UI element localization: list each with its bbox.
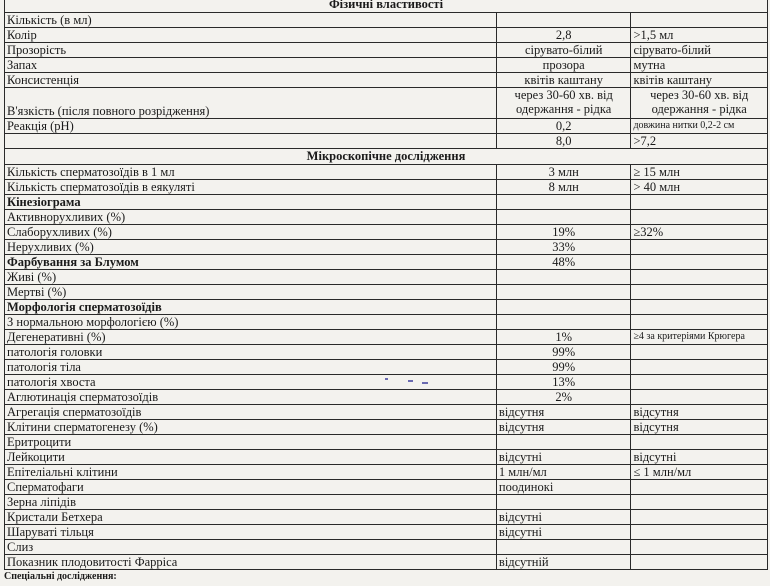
table-row xyxy=(5,525,768,540)
row-label: патологія головки xyxy=(5,345,497,360)
row-value: 19% xyxy=(496,225,631,240)
row-norm xyxy=(631,300,768,315)
row-norm: довжина нитки 0,2-2 см xyxy=(631,119,768,134)
norm-line: через 30-60 хв. від xyxy=(650,88,749,102)
scan-speck xyxy=(422,382,428,384)
table-row-viscosity xyxy=(5,88,768,119)
row-value: квітів каштану xyxy=(496,73,631,88)
row-label: В'язкість (після повного розрідження) xyxy=(5,88,497,119)
row-label: Фарбування за Блумом xyxy=(5,255,497,270)
row-norm: > 40 млн xyxy=(631,180,768,195)
row-value xyxy=(496,495,631,510)
row-norm: мутна xyxy=(631,58,768,73)
row-label: Колір xyxy=(5,28,497,43)
row-value xyxy=(496,435,631,450)
row-norm: відсутні xyxy=(631,450,768,465)
row-value: відсутня xyxy=(496,420,631,435)
row-value xyxy=(496,210,631,225)
row-label: Еритроцити xyxy=(5,435,497,450)
row-label: Показник плодовитості Фарріса xyxy=(5,555,497,570)
row-value: 99% xyxy=(496,360,631,375)
row-norm: >1,5 мл xyxy=(631,28,768,43)
row-value: відсутній xyxy=(496,555,631,570)
row-norm xyxy=(631,315,768,330)
table-row xyxy=(5,134,768,149)
row-value xyxy=(496,13,631,28)
row-norm xyxy=(631,435,768,450)
row-value: сірувато-білий xyxy=(496,43,631,58)
row-norm: ≥ 15 млн xyxy=(631,165,768,180)
row-label: Клітини сперматогенезу (%) xyxy=(5,420,497,435)
row-value: поодинокі xyxy=(496,480,631,495)
row-label: Прозорість xyxy=(5,43,497,58)
table-row xyxy=(5,540,768,555)
table-row xyxy=(5,420,768,435)
row-label: Епітеліальні клітини xyxy=(5,465,497,480)
row-value: 1% xyxy=(496,330,631,345)
row-value xyxy=(496,285,631,300)
table-row xyxy=(5,480,768,495)
row-value: 1 млн/мл xyxy=(496,465,631,480)
table-row xyxy=(5,240,768,255)
table-row xyxy=(5,465,768,480)
row-value: 0,2 xyxy=(496,119,631,134)
row-label: Кристали Бетхера xyxy=(5,510,497,525)
special-studies-label: Спеціальні дослідження: xyxy=(4,571,117,582)
row-norm xyxy=(631,240,768,255)
section-title: Фізичні властивості xyxy=(5,0,768,13)
row-norm xyxy=(631,13,768,28)
scan-speck xyxy=(408,380,413,382)
row-value: 3 млн xyxy=(496,165,631,180)
table-row xyxy=(5,195,768,210)
row-value: 8 млн xyxy=(496,180,631,195)
table-row xyxy=(5,375,768,390)
row-norm xyxy=(631,540,768,555)
row-norm xyxy=(631,195,768,210)
table-row xyxy=(5,285,768,300)
row-label: Мертві (%) xyxy=(5,285,497,300)
table-row xyxy=(5,165,768,180)
row-value: 8,0 xyxy=(496,134,631,149)
table-row xyxy=(5,119,768,134)
row-value: відсутня xyxy=(496,405,631,420)
row-value xyxy=(496,300,631,315)
row-norm xyxy=(631,480,768,495)
row-value: 48% xyxy=(496,255,631,270)
row-value xyxy=(496,540,631,555)
section-title: Мікроскопічне дослідження xyxy=(5,149,768,165)
row-norm: ≤ 1 млн/мл xyxy=(631,465,768,480)
row-value: 2% xyxy=(496,390,631,405)
row-norm: ≥32% xyxy=(631,225,768,240)
row-label: Консистенція xyxy=(5,73,497,88)
row-label: Агрегація сперматозоїдів xyxy=(5,405,497,420)
section-header-physical xyxy=(5,0,768,13)
row-label: патологія хвоста xyxy=(5,375,497,390)
row-norm xyxy=(631,525,768,540)
row-norm: відсутня xyxy=(631,420,768,435)
row-label: Нерухливих (%) xyxy=(5,240,497,255)
row-label: патологія тіла xyxy=(5,360,497,375)
row-value: відсутні xyxy=(496,450,631,465)
semen-analysis-table xyxy=(4,0,768,570)
row-label: Кількість (в мл) xyxy=(5,13,497,28)
table-row xyxy=(5,210,768,225)
row-norm xyxy=(631,390,768,405)
row-norm: квітів каштану xyxy=(631,73,768,88)
table-row xyxy=(5,510,768,525)
row-label xyxy=(5,134,497,149)
row-norm xyxy=(631,285,768,300)
row-label: Живі (%) xyxy=(5,270,497,285)
table-row xyxy=(5,28,768,43)
row-label: Сперматофаги xyxy=(5,480,497,495)
row-label: Реакція (pH) xyxy=(5,119,497,134)
row-label: Кінезіограма xyxy=(5,195,497,210)
row-norm: >7,2 xyxy=(631,134,768,149)
row-value xyxy=(496,88,631,119)
table-row xyxy=(5,73,768,88)
norm-line: одержання - рідка xyxy=(651,102,747,116)
row-label: Дегенеративні (%) xyxy=(5,330,497,345)
row-norm xyxy=(631,270,768,285)
row-norm xyxy=(631,210,768,225)
row-norm xyxy=(631,555,768,570)
table-row xyxy=(5,43,768,58)
row-value xyxy=(496,315,631,330)
table-row xyxy=(5,390,768,405)
row-label: Активнорухливих (%) xyxy=(5,210,497,225)
row-norm: сірувато-білий xyxy=(631,43,768,58)
scan-speck xyxy=(385,378,388,380)
table-row xyxy=(5,345,768,360)
row-norm xyxy=(631,345,768,360)
row-norm xyxy=(631,495,768,510)
row-label: Кількість сперматозоїдів в еякуляті xyxy=(5,180,497,195)
table-row xyxy=(5,270,768,285)
row-label: Аглютинація сперматозоїдів xyxy=(5,390,497,405)
table-row xyxy=(5,330,768,345)
table-row xyxy=(5,450,768,465)
row-norm xyxy=(631,255,768,270)
table-row xyxy=(5,315,768,330)
table-row xyxy=(5,58,768,73)
row-label: Шаруваті тільця xyxy=(5,525,497,540)
table-row xyxy=(5,13,768,28)
row-norm xyxy=(631,360,768,375)
row-value: 2,8 xyxy=(496,28,631,43)
row-value: 99% xyxy=(496,345,631,360)
row-value xyxy=(496,270,631,285)
row-value: 13% xyxy=(496,375,631,390)
table-row xyxy=(5,495,768,510)
table-row xyxy=(5,225,768,240)
row-norm xyxy=(631,375,768,390)
row-label: Запах xyxy=(5,58,497,73)
table-row xyxy=(5,360,768,375)
row-label: Зерна ліпідів xyxy=(5,495,497,510)
row-value: прозора xyxy=(496,58,631,73)
row-label: Лейкоцити xyxy=(5,450,497,465)
table-row xyxy=(5,255,768,270)
row-norm: відсутня xyxy=(631,405,768,420)
row-label: З нормальною морфологією (%) xyxy=(5,315,497,330)
value-line: через 30-60 хв. від xyxy=(514,88,613,102)
row-norm xyxy=(631,510,768,525)
table-row xyxy=(5,435,768,450)
table-row xyxy=(5,555,768,570)
row-value xyxy=(496,195,631,210)
table-row xyxy=(5,180,768,195)
row-norm: ≥4 за критеріями Крюгера xyxy=(631,330,768,345)
row-label: Кількість сперматозоїдів в 1 мл xyxy=(5,165,497,180)
row-value: відсутні xyxy=(496,510,631,525)
row-label: Морфологія сперматозоїдів xyxy=(5,300,497,315)
value-line: одержання - рідка xyxy=(516,102,612,116)
table-row xyxy=(5,405,768,420)
table-row xyxy=(5,300,768,315)
row-value: відсутні xyxy=(496,525,631,540)
section-header-micro xyxy=(5,149,768,165)
row-norm xyxy=(631,88,768,119)
row-value: 33% xyxy=(496,240,631,255)
row-label: Слаборухливих (%) xyxy=(5,225,497,240)
row-label: Слиз xyxy=(5,540,497,555)
